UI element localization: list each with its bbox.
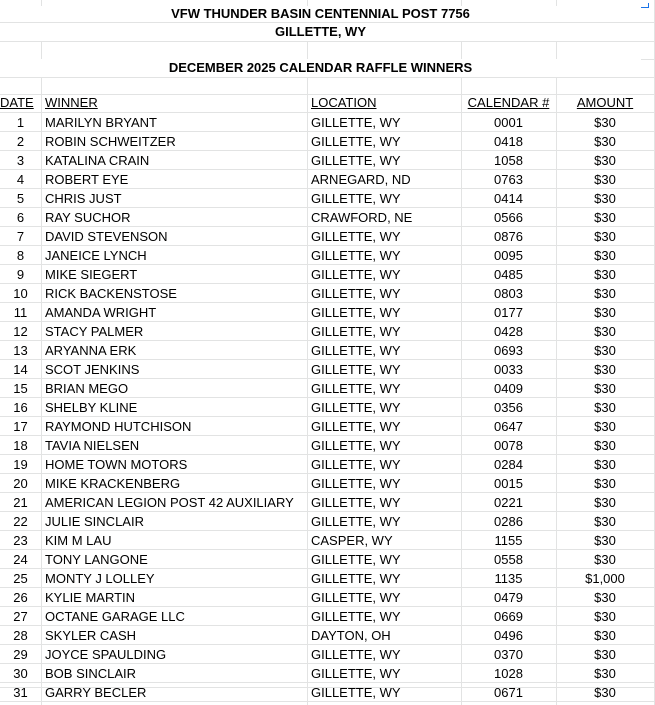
cell-date[interactable]: 20 bbox=[13, 476, 28, 491]
table-row bbox=[0, 683, 655, 702]
cell-date[interactable]: 21 bbox=[13, 495, 28, 510]
table-row bbox=[0, 664, 655, 683]
cell-amount[interactable]: $30 bbox=[594, 685, 616, 700]
cell-date[interactable]: 15 bbox=[13, 381, 28, 396]
cell-calendar[interactable]: 0566 bbox=[494, 210, 523, 225]
cell-amount[interactable]: $30 bbox=[594, 248, 616, 263]
cell-amount[interactable]: $30 bbox=[594, 400, 616, 415]
cell-amount[interactable]: $30 bbox=[594, 172, 616, 187]
cell-date[interactable]: 5 bbox=[16, 191, 25, 206]
cell-location[interactable]: GILLETTE, WY bbox=[311, 134, 401, 149]
cell-amount[interactable]: $30 bbox=[594, 286, 616, 301]
table-row bbox=[0, 322, 655, 341]
table-row bbox=[0, 474, 655, 493]
cell-date[interactable]: 19 bbox=[13, 457, 28, 472]
cell-date[interactable]: 2 bbox=[16, 134, 25, 149]
cell-location[interactable]: ARNEGARD, ND bbox=[311, 172, 411, 187]
cell-calendar[interactable]: 0479 bbox=[494, 590, 523, 605]
cell-winner[interactable]: KATALINA CRAIN bbox=[45, 153, 150, 168]
cell-location[interactable]: GILLETTE, WY bbox=[311, 286, 401, 301]
cell-calendar[interactable]: 0669 bbox=[494, 609, 523, 624]
table-row bbox=[0, 360, 655, 379]
cell-date[interactable]: 22 bbox=[13, 514, 28, 529]
table-row bbox=[0, 170, 655, 189]
table-row bbox=[0, 189, 655, 208]
cell-winner[interactable]: MONTY J LOLLEY bbox=[45, 571, 155, 586]
cell-winner[interactable]: CHRIS JUST bbox=[45, 191, 122, 206]
cell-amount[interactable]: $30 bbox=[594, 134, 616, 149]
cell-calendar[interactable]: 0221 bbox=[494, 495, 523, 510]
table-row bbox=[0, 626, 655, 645]
cell-location[interactable]: GILLETTE, WY bbox=[311, 305, 401, 320]
table-row bbox=[0, 455, 655, 474]
cell-amount[interactable]: $30 bbox=[594, 343, 616, 358]
table-row bbox=[0, 398, 655, 417]
cell-location[interactable]: GILLETTE, WY bbox=[311, 191, 401, 206]
cell-location[interactable]: GILLETTE, WY bbox=[311, 476, 401, 491]
cell-amount[interactable]: $30 bbox=[594, 495, 616, 510]
cell-amount[interactable]: $30 bbox=[594, 628, 616, 643]
cell-calendar[interactable]: 0671 bbox=[494, 685, 523, 700]
cell-winner[interactable]: SKYLER CASH bbox=[45, 628, 137, 643]
cell-amount[interactable]: $30 bbox=[594, 267, 616, 282]
title-city[interactable]: GILLETTE, WY bbox=[0, 23, 641, 41]
cell-winner[interactable]: AMANDA WRIGHT bbox=[45, 305, 157, 320]
cell-location[interactable]: GILLETTE, WY bbox=[311, 381, 401, 396]
cell-amount[interactable]: $30 bbox=[594, 552, 616, 567]
cell-location[interactable]: GILLETTE, WY bbox=[311, 495, 401, 510]
cell-date[interactable]: 7 bbox=[16, 229, 25, 244]
cell-winner[interactable]: DAVID STEVENSON bbox=[45, 229, 168, 244]
cell-winner[interactable]: AMERICAN LEGION POST 42 AUXILIARY bbox=[45, 495, 294, 510]
cell-winner[interactable]: RICK BACKENSTOSE bbox=[45, 286, 177, 301]
cell-calendar[interactable]: 1135 bbox=[494, 571, 523, 586]
cell-location[interactable]: DAYTON, OH bbox=[311, 628, 391, 643]
cell-calendar[interactable]: 0693 bbox=[494, 343, 523, 358]
cell-location[interactable]: GILLETTE, WY bbox=[311, 514, 401, 529]
title-raffle[interactable]: DECEMBER 2025 CALENDAR RAFFLE WINNERS bbox=[0, 59, 641, 77]
cell-amount[interactable]: $30 bbox=[594, 191, 616, 206]
cell-date[interactable]: 18 bbox=[13, 438, 28, 453]
cell-calendar[interactable]: 0370 bbox=[494, 647, 523, 662]
cell-winner[interactable]: BOB SINCLAIR bbox=[45, 666, 137, 681]
table-row bbox=[0, 284, 655, 303]
cell-amount[interactable]: $30 bbox=[594, 324, 616, 339]
table-row bbox=[0, 151, 655, 170]
cell-date[interactable]: 8 bbox=[16, 248, 25, 263]
cell-calendar[interactable]: 1155 bbox=[494, 533, 523, 548]
cell-date[interactable]: 14 bbox=[13, 362, 28, 377]
cell-calendar[interactable]: 0485 bbox=[494, 267, 523, 282]
cell-calendar[interactable]: 0414 bbox=[494, 191, 523, 206]
cell-winner[interactable]: MIKE KRACKENBERG bbox=[45, 476, 181, 491]
cell-winner[interactable]: ROBERT EYE bbox=[45, 172, 129, 187]
cell-calendar[interactable]: 0095 bbox=[494, 248, 523, 263]
cell-amount[interactable]: $30 bbox=[594, 362, 616, 377]
selection-border bbox=[648, 3, 649, 8]
title-post[interactable]: VFW THUNDER BASIN CENTENNIAL POST 7756 bbox=[0, 6, 641, 22]
cell-winner[interactable]: BRIAN MEGO bbox=[45, 381, 129, 396]
cell-date[interactable]: 6 bbox=[16, 210, 25, 225]
cell-winner[interactable]: JOYCE SPAULDING bbox=[45, 647, 167, 662]
table-row bbox=[0, 208, 655, 227]
table-row bbox=[0, 493, 655, 512]
cell-calendar[interactable]: 0015 bbox=[494, 476, 523, 491]
cell-location[interactable]: GILLETTE, WY bbox=[311, 609, 401, 624]
cell-winner[interactable]: HOME TOWN MOTORS bbox=[45, 457, 188, 472]
cell-location[interactable]: GILLETTE, WY bbox=[311, 647, 401, 662]
gridline bbox=[0, 77, 655, 78]
cell-calendar[interactable]: 0284 bbox=[494, 457, 523, 472]
table-row bbox=[0, 645, 655, 664]
table-row bbox=[0, 227, 655, 246]
cell-winner[interactable]: ROBIN SCHWEITZER bbox=[45, 134, 176, 149]
cell-calendar[interactable]: 0409 bbox=[494, 381, 523, 396]
cell-amount[interactable]: $30 bbox=[594, 305, 616, 320]
column-header-calendar[interactable]: CALENDAR # bbox=[467, 95, 550, 110]
cell-amount[interactable]: $30 bbox=[594, 229, 616, 244]
cell-calendar[interactable]: 0001 bbox=[494, 115, 523, 130]
table-row bbox=[0, 512, 655, 531]
cell-winner[interactable]: MIKE SIEGERT bbox=[45, 267, 138, 282]
cell-location[interactable]: GILLETTE, WY bbox=[311, 666, 401, 681]
cell-winner[interactable]: TAVIA NIELSEN bbox=[45, 438, 140, 453]
table-row bbox=[0, 531, 655, 550]
cell-calendar[interactable]: 1058 bbox=[494, 153, 523, 168]
cell-location[interactable]: GILLETTE, WY bbox=[311, 571, 401, 586]
cell-amount[interactable]: $30 bbox=[594, 647, 616, 662]
cell-date[interactable]: 30 bbox=[13, 666, 28, 681]
cell-winner[interactable]: KIM M LAU bbox=[45, 533, 112, 548]
table-row bbox=[0, 417, 655, 436]
cell-calendar[interactable]: 0078 bbox=[494, 438, 523, 453]
cell-location[interactable]: GILLETTE, WY bbox=[311, 419, 401, 434]
cell-date[interactable]: 29 bbox=[13, 647, 28, 662]
cell-date[interactable]: 25 bbox=[13, 571, 28, 586]
cell-amount[interactable]: $30 bbox=[594, 115, 616, 130]
cell-winner[interactable]: SHELBY KLINE bbox=[45, 400, 138, 415]
cell-amount[interactable]: $1,000 bbox=[585, 571, 625, 586]
cell-location[interactable]: GILLETTE, WY bbox=[311, 362, 401, 377]
cell-calendar[interactable]: 0803 bbox=[494, 286, 523, 301]
cell-calendar[interactable]: 0356 bbox=[494, 400, 523, 415]
cell-amount[interactable]: $30 bbox=[594, 153, 616, 168]
cell-calendar[interactable]: 1028 bbox=[494, 666, 523, 681]
table-row bbox=[0, 303, 655, 322]
table-row bbox=[0, 436, 655, 455]
table-row bbox=[0, 132, 655, 151]
cell-calendar[interactable]: 0496 bbox=[494, 628, 523, 643]
cell-date[interactable]: 31 bbox=[13, 685, 28, 700]
cell-date[interactable]: 16 bbox=[13, 400, 28, 415]
cell-calendar[interactable]: 0418 bbox=[494, 134, 523, 149]
cell-winner[interactable]: JANEICE LYNCH bbox=[45, 248, 147, 263]
cell-location[interactable]: GILLETTE, WY bbox=[311, 229, 401, 244]
cell-date[interactable]: 11 bbox=[13, 305, 28, 320]
cell-winner[interactable]: STACY PALMER bbox=[45, 324, 144, 339]
cell-location[interactable]: GILLETTE, WY bbox=[311, 438, 401, 453]
cell-location[interactable]: GILLETTE, WY bbox=[311, 248, 401, 263]
cell-amount[interactable]: $30 bbox=[594, 666, 616, 681]
cell-calendar[interactable]: 0428 bbox=[494, 324, 523, 339]
table-row bbox=[0, 379, 655, 398]
cell-location[interactable]: GILLETTE, WY bbox=[311, 343, 401, 358]
column-header-amount[interactable]: AMOUNT bbox=[576, 95, 634, 110]
cell-date[interactable]: 17 bbox=[13, 419, 28, 434]
table-row bbox=[0, 246, 655, 265]
cell-date[interactable]: 10 bbox=[13, 286, 28, 301]
cell-location[interactable]: CASPER, WY bbox=[311, 533, 393, 548]
cell-calendar[interactable]: 0558 bbox=[494, 552, 523, 567]
cell-amount[interactable]: $30 bbox=[594, 590, 616, 605]
cell-date[interactable]: 27 bbox=[13, 609, 28, 624]
cell-winner[interactable]: TONY LANGONE bbox=[45, 552, 148, 567]
cell-amount[interactable]: $30 bbox=[594, 210, 616, 225]
table-row bbox=[0, 569, 655, 588]
cell-winner[interactable]: ARYANNA ERK bbox=[45, 343, 137, 358]
cell-winner[interactable]: SCOT JENKINS bbox=[45, 362, 140, 377]
table-row bbox=[0, 113, 655, 132]
cell-amount[interactable]: $30 bbox=[594, 476, 616, 491]
cell-winner[interactable]: GARRY BECLER bbox=[45, 685, 147, 700]
column-header-winner[interactable]: WINNER bbox=[45, 95, 98, 110]
cell-date[interactable]: 28 bbox=[13, 628, 28, 643]
cell-date[interactable]: 1 bbox=[16, 115, 25, 130]
cell-winner[interactable]: RAY SUCHOR bbox=[45, 210, 131, 225]
cell-location[interactable]: GILLETTE, WY bbox=[311, 590, 401, 605]
cell-calendar[interactable]: 0033 bbox=[494, 362, 523, 377]
cell-location[interactable]: GILLETTE, WY bbox=[311, 115, 401, 130]
table-row bbox=[0, 341, 655, 360]
cell-amount[interactable]: $30 bbox=[594, 419, 616, 434]
cell-location[interactable]: GILLETTE, WY bbox=[311, 685, 401, 700]
cell-calendar[interactable]: 0763 bbox=[494, 172, 523, 187]
cell-amount[interactable]: $30 bbox=[594, 381, 616, 396]
cell-location[interactable]: GILLETTE, WY bbox=[311, 153, 401, 168]
cell-calendar[interactable]: 0876 bbox=[494, 229, 523, 244]
cell-amount[interactable]: $30 bbox=[594, 514, 616, 529]
cell-winner[interactable]: OCTANE GARAGE LLC bbox=[45, 609, 185, 624]
cell-date[interactable]: 13 bbox=[13, 343, 28, 358]
cell-location[interactable]: GILLETTE, WY bbox=[311, 267, 401, 282]
cell-amount[interactable]: $30 bbox=[594, 438, 616, 453]
cell-date[interactable]: 9 bbox=[16, 267, 25, 282]
cell-amount[interactable]: $30 bbox=[594, 533, 616, 548]
cell-date[interactable]: 23 bbox=[13, 533, 28, 548]
table-row bbox=[0, 550, 655, 569]
cell-location[interactable]: GILLETTE, WY bbox=[311, 324, 401, 339]
gridline bbox=[0, 41, 655, 42]
cell-winner[interactable]: RAYMOND HUTCHISON bbox=[45, 419, 192, 434]
table-row bbox=[0, 607, 655, 626]
cell-winner[interactable]: MARILYN BRYANT bbox=[45, 115, 157, 130]
cell-location[interactable]: GILLETTE, WY bbox=[311, 457, 401, 472]
cell-date[interactable]: 12 bbox=[13, 324, 28, 339]
cell-date[interactable]: 26 bbox=[13, 590, 28, 605]
cell-location[interactable]: CRAWFORD, NE bbox=[311, 210, 413, 225]
table-row bbox=[0, 265, 655, 284]
cell-calendar[interactable]: 0647 bbox=[494, 419, 523, 434]
gridline bbox=[0, 701, 655, 702]
column-header-location[interactable]: LOCATION bbox=[311, 95, 377, 110]
cell-amount[interactable]: $30 bbox=[594, 457, 616, 472]
cell-date[interactable]: 4 bbox=[16, 172, 25, 187]
cell-location[interactable]: GILLETTE, WY bbox=[311, 400, 401, 415]
table-row bbox=[0, 588, 655, 607]
cell-location[interactable]: GILLETTE, WY bbox=[311, 552, 401, 567]
cell-amount[interactable]: $30 bbox=[594, 609, 616, 624]
cell-date[interactable]: 3 bbox=[16, 153, 25, 168]
cell-winner[interactable]: KYLIE MARTIN bbox=[45, 590, 136, 605]
cell-calendar[interactable]: 0286 bbox=[494, 514, 523, 529]
cell-winner[interactable]: JULIE SINCLAIR bbox=[45, 514, 144, 529]
cell-calendar[interactable]: 0177 bbox=[494, 305, 523, 320]
cell-date[interactable]: 24 bbox=[13, 552, 28, 567]
column-header-date[interactable]: DATE bbox=[0, 95, 34, 110]
